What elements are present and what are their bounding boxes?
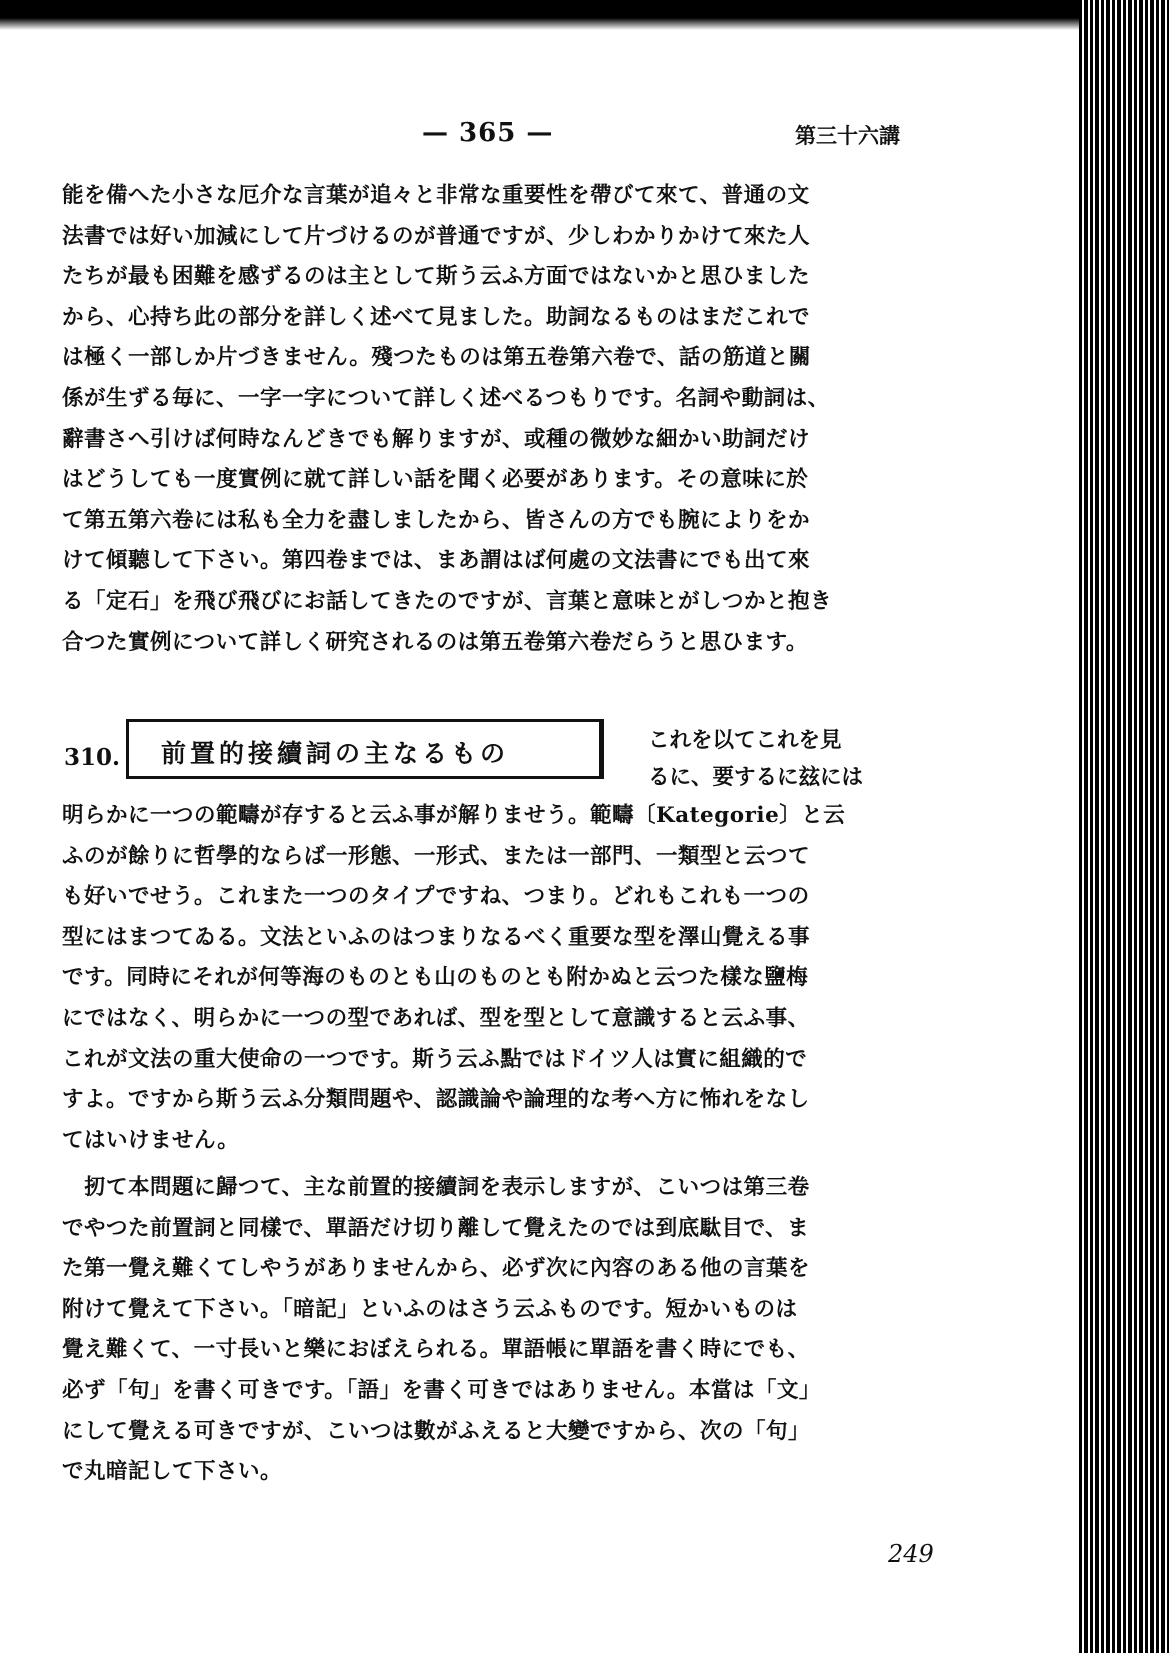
text-line: にして覺える可きですが、こいつは數がふえると大變ですから、次の「句」 bbox=[62, 1418, 811, 1444]
text-line: すよ。ですから斯う云ふ分類問題や、認識論や論理的な考へ方に怖れをなし bbox=[62, 1087, 810, 1113]
text-line: たちが最も困難を感ずるのは主として斯う云ふ方面ではないかと思ひました bbox=[62, 264, 811, 290]
text-line: 附けて覺えて下さい。「暗記」といふのはさう云ふものです。短かいものは bbox=[62, 1296, 798, 1322]
section-title-box bbox=[126, 719, 604, 779]
paragraph-2 bbox=[62, 796, 845, 1161]
text-line: て第五第六卷には私も全力を盡しましたから、皆さんの方でも腕によりをか bbox=[62, 507, 811, 533]
text-line: も好いでせう。これまた一つのタイプですね、つまり。どれもこれも一つの bbox=[62, 884, 810, 910]
text-line: 法書では好い加減にして片づけるのが普通ですが、少しわかりかけて來た人 bbox=[62, 223, 811, 249]
text-line: これを以てこれを見 bbox=[648, 728, 842, 753]
text-line: 必ず「句」を書く可きです。「語」を書く可きではありません。本當は「文」 bbox=[62, 1377, 821, 1403]
book-page-edges bbox=[1079, 0, 1169, 1653]
text-line: はどうしても一度實例に就て詳しい話を聞く必要があります。その意味に於 bbox=[62, 467, 809, 493]
paragraph-3 bbox=[62, 1168, 821, 1493]
text-line: これが文法の重大使命の一つです。斯う云ふ點ではドイツ人は實に組織的で bbox=[62, 1046, 808, 1072]
text-line: 能を備へた小さな厄介な言葉が追々と非常な重要性を帶びて來て、普通の文 bbox=[62, 183, 810, 208]
text-line: けて傾聽して下さい。第四卷までは、まあ謂はば何處の文法書にでも出て來 bbox=[62, 548, 811, 574]
text-line: にではなく、明らかに一つの型であれば、型を型として意識すると云ふ事、 bbox=[62, 1005, 810, 1031]
text-line: で丸暗記して下さい。 bbox=[62, 1459, 283, 1485]
running-header bbox=[0, 118, 1169, 152]
section-side-text bbox=[648, 722, 863, 796]
text-line: た第一覺え難くてしやうがありませんから、必ず次に內容のある他の言葉を bbox=[62, 1256, 811, 1282]
section-number: 310. bbox=[64, 744, 121, 771]
text-line: でやつた前置詞と同樣で、單語だけ切り離して覺えたのでは到底駄目で、ま bbox=[62, 1215, 810, 1241]
section-title: 前置的接續詞の主なるもの bbox=[161, 739, 510, 768]
chapter-label: 第三十六講 bbox=[795, 123, 900, 148]
text-line: 辭書さへ引けば何時なんどきでも解りますが、或種の微妙な細かい助詞だけ bbox=[62, 426, 811, 452]
text-line: です。同時にそれが何等海のものとも山のものとも附かぬと云つた樣な鹽梅 bbox=[62, 965, 809, 991]
text-line: 明らかに一つの範疇が存すると云ふ事が解りませう。範疇〔Kategorie〕と云 bbox=[62, 803, 846, 828]
text-line: は極く一部しか片づきません。殘つたものは第五卷第六卷で、話の筋道と關 bbox=[62, 345, 811, 371]
text-line: 覺え難くて、一寸長いと樂におぼえられる。單語帳に單語を書く時にでも、 bbox=[62, 1337, 810, 1363]
folio-page-number: 249 bbox=[888, 1540, 934, 1568]
text-line: る「定石」を飛び飛びにお話してきたのですが、言葉と意味とがしつかと抱き bbox=[62, 588, 833, 614]
text-line: ふのが餘りに哲學的ならば一形態、一形式、または一部門、一類型と云つて bbox=[62, 843, 811, 869]
text-line: 合つた實例について詳しく研究されるのは第五卷第六卷だらうと思ひます。 bbox=[62, 629, 808, 655]
text-line: 型にはまつてゐる。文法といふのはつまりなるべく重要な型を澤山覺える事 bbox=[62, 924, 811, 950]
text-line: るに、要するに玆には bbox=[648, 765, 864, 790]
text-line: 係が生ずる毎に、一字一字について詳しく述べるつもりです。名詞や動詞は、 bbox=[62, 385, 830, 411]
text-line: てはいけません。 bbox=[62, 1127, 240, 1153]
text-line: 扨て本問題に歸つて、主な前置的接續詞を表示しますが、こいつは第三卷 bbox=[84, 1175, 810, 1200]
paragraph-1 bbox=[62, 176, 832, 663]
text-line: から、心持ち此の部分を詳しく述べて見ました。助詞なるものはまだこれで bbox=[62, 304, 811, 330]
page-number-header: — 365 — bbox=[422, 118, 554, 148]
scan-top-edge bbox=[0, 0, 1169, 30]
